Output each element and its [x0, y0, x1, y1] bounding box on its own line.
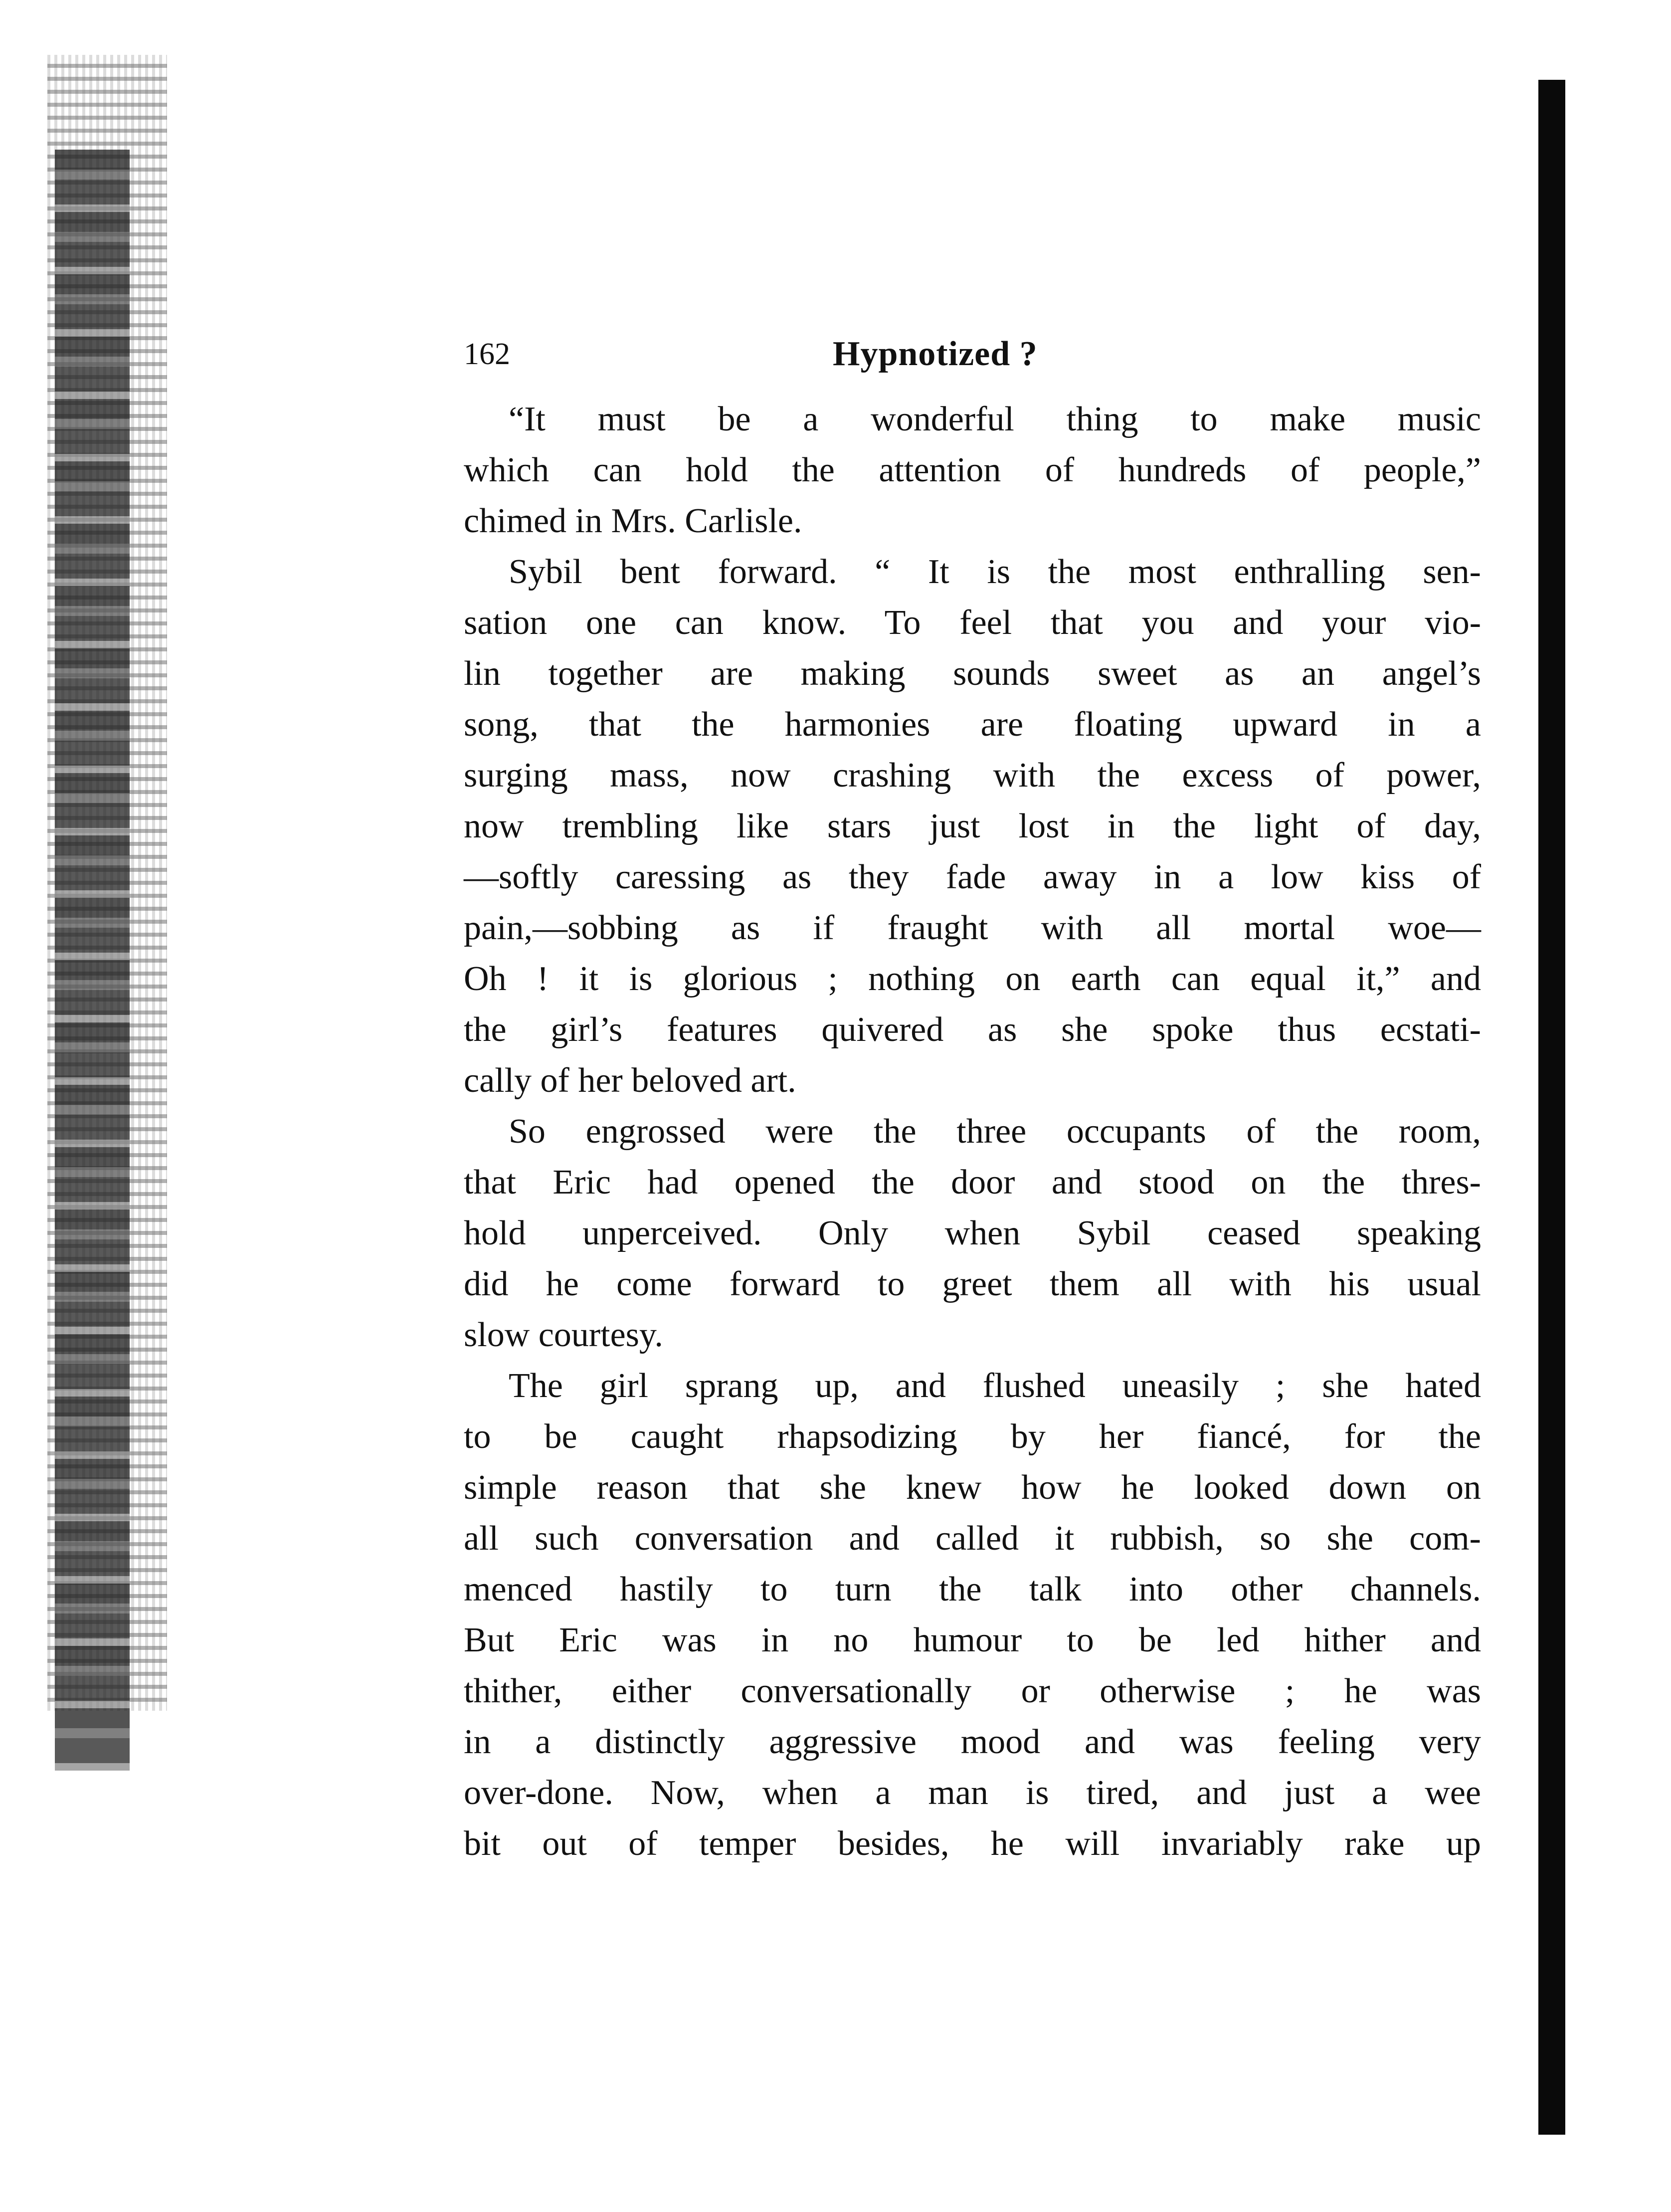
paragraph	[464, 1106, 1481, 1361]
text-line: did he come forward to greet them all with his usual	[464, 1265, 1481, 1303]
text-line: “It must be a wonderful thing to make music	[509, 400, 1481, 438]
page-header	[464, 329, 1486, 379]
text-line: that Eric had opened the door and stood on the thres-	[464, 1163, 1481, 1202]
text-line: surging mass, now crashing with the excess of power,	[464, 756, 1481, 795]
paragraph	[464, 1361, 1481, 1869]
text-line: hold unperceived. Only when Sybil ceased speaking	[464, 1214, 1481, 1252]
text-line: So engrossed were the three occupants of the room,	[509, 1112, 1481, 1151]
text-line: lin together are making sounds sweet as an angel’s	[464, 654, 1481, 693]
text-line: to be caught rhapsodizing by her fiancé, for the	[464, 1417, 1481, 1456]
text-line: But Eric was in no humour to be led hither and	[464, 1621, 1481, 1659]
text-line: sation one can know. To feel that you and your vio-	[464, 603, 1481, 642]
paragraph	[464, 394, 1481, 547]
text-line: thither, either conversationally or otherwise ; he was	[464, 1672, 1481, 1710]
text-line: in a distinctly aggressive mood and was feeling very	[464, 1723, 1481, 1761]
text-line: simple reason that she knew how he looked down on	[464, 1468, 1481, 1507]
text-line: the girl’s features quivered as she spoke thus ecstati-	[464, 1010, 1481, 1049]
text-line: over-done. Now, when a man is tired, and just a wee	[464, 1774, 1481, 1812]
page-number: 162	[464, 337, 510, 371]
text-line: all such conversation and called it rubbish, so she com-	[464, 1519, 1481, 1558]
running-title: Hypnotized ?	[833, 335, 1038, 373]
page-edge-bar	[1538, 80, 1565, 2135]
text-line: Sybil bent forward. “ It is the most enthralling sen-	[509, 553, 1481, 591]
binding-edge	[55, 150, 130, 1771]
text-line: Oh ! it is glorious ; nothing on earth can equal it,” and	[464, 960, 1481, 998]
text-line: slow courtesy.	[464, 1316, 663, 1354]
text-line: The girl sprang up, and flushed uneasily ; she hated	[509, 1367, 1481, 1405]
text-line: song, that the harmonies are floating upward in a	[464, 705, 1481, 744]
body-text	[464, 394, 1481, 1869]
text-line: chimed in Mrs. Carlisle.	[464, 502, 802, 540]
text-line: bit out of temper besides, he will invariably rake up	[464, 1824, 1481, 1863]
text-line: —softly caressing as they fade away in a low kiss of	[464, 858, 1481, 896]
text-line: which can hold the attention of hundreds of people,”	[464, 451, 1481, 489]
text-line: pain,—sobbing as if fraught with all mortal woe—	[464, 909, 1481, 947]
text-line: cally of her beloved art.	[464, 1061, 796, 1100]
paragraph	[464, 547, 1481, 1106]
text-line: menced hastily to turn the talk into other channels.	[464, 1570, 1481, 1609]
text-line: now trembling like stars just lost in the light of day,	[464, 807, 1481, 845]
